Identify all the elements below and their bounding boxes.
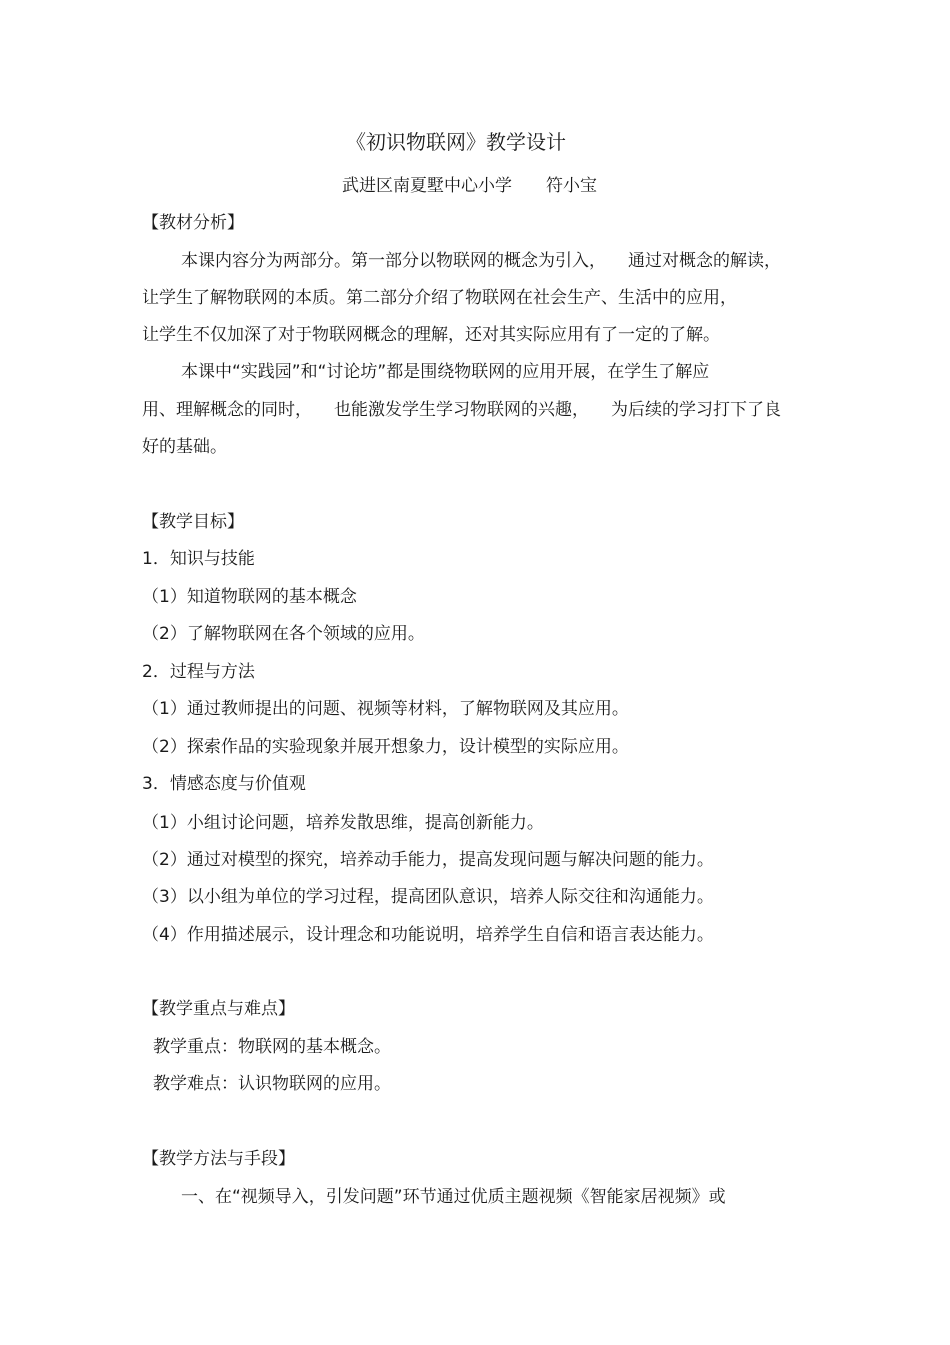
section-heading-focus: 【教学重点与难点】 [142,999,295,1019]
section-heading-goals: 【教学目标】 [142,512,244,532]
goal-category: 1．知识与技能 [142,549,255,569]
paragraph-line: 本课中“实践园”和“讨论坊”都是围绕物联网的应用开展，在学生了解应 [181,362,710,382]
text-segment: 为后续的学习打下了良 [611,400,781,420]
paragraph-line: 一、在“视频导入，引发问题”环节通过优质主题视频《智能家居视频》或 [181,1187,726,1207]
goal-item: （2）了解物联网在各个领域的应用。 [142,624,425,644]
goal-item: （2）探索作品的实验现象并展开想象力，设计模型的实际应用。 [142,737,629,757]
text-segment: 通过对概念的解读， [628,251,781,271]
section-heading-materials: 【教材分析】 [142,213,244,233]
text-segment: 本课内容分为两部分。第一部分以物联网的概念为引入， [181,251,606,271]
section-heading-methods: 【教学方法与手段】 [142,1149,295,1169]
goal-item: （4）作用描述展示，设计理念和功能说明，培养学生自信和语言表达能力。 [142,925,714,945]
paragraph-line: 让学生了解物联网的本质。第二部分介绍了物联网在社会生产、生活中的应用， [142,288,737,308]
author-line [342,175,597,197]
focus-difficulty: 教学难点：认识物联网的应用。 [153,1074,391,1094]
goal-category: 3．情感态度与价值观 [142,774,306,794]
text-segment: 用、理解概念的同时， [142,400,312,420]
author-name: 符小宝 [546,176,597,196]
goal-item: （3）以小组为单位的学习过程，提高团队意识，培养人际交往和沟通能力。 [142,887,714,907]
paragraph-line: 让学生不仅加深了对于物联网概念的理解，还对其实际应用有了一定的了解。 [142,325,720,345]
goal-item: （1）知道物联网的基本概念 [142,587,357,607]
focus-key: 教学重点：物联网的基本概念。 [153,1037,391,1057]
paragraph-line [142,399,781,421]
goal-item: （2）通过对模型的探究，培养动手能力，提高发现问题与解决问题的能力。 [142,850,714,870]
document-title: 《初识物联网》教学设计 [346,130,566,154]
paragraph-line: 好的基础。 [142,437,227,457]
goal-item: （1）通过教师提出的问题、视频等材料，了解物联网及其应用。 [142,699,629,719]
text-segment: 也能激发学生学习物联网的兴趣， [334,400,589,420]
goal-category: 2．过程与方法 [142,662,255,682]
author-school: 武进区南夏墅中心小学 [342,176,512,196]
goal-item: （1）小组讨论问题，培养发散思维，提高创新能力。 [142,813,544,833]
paragraph-line [181,250,781,272]
